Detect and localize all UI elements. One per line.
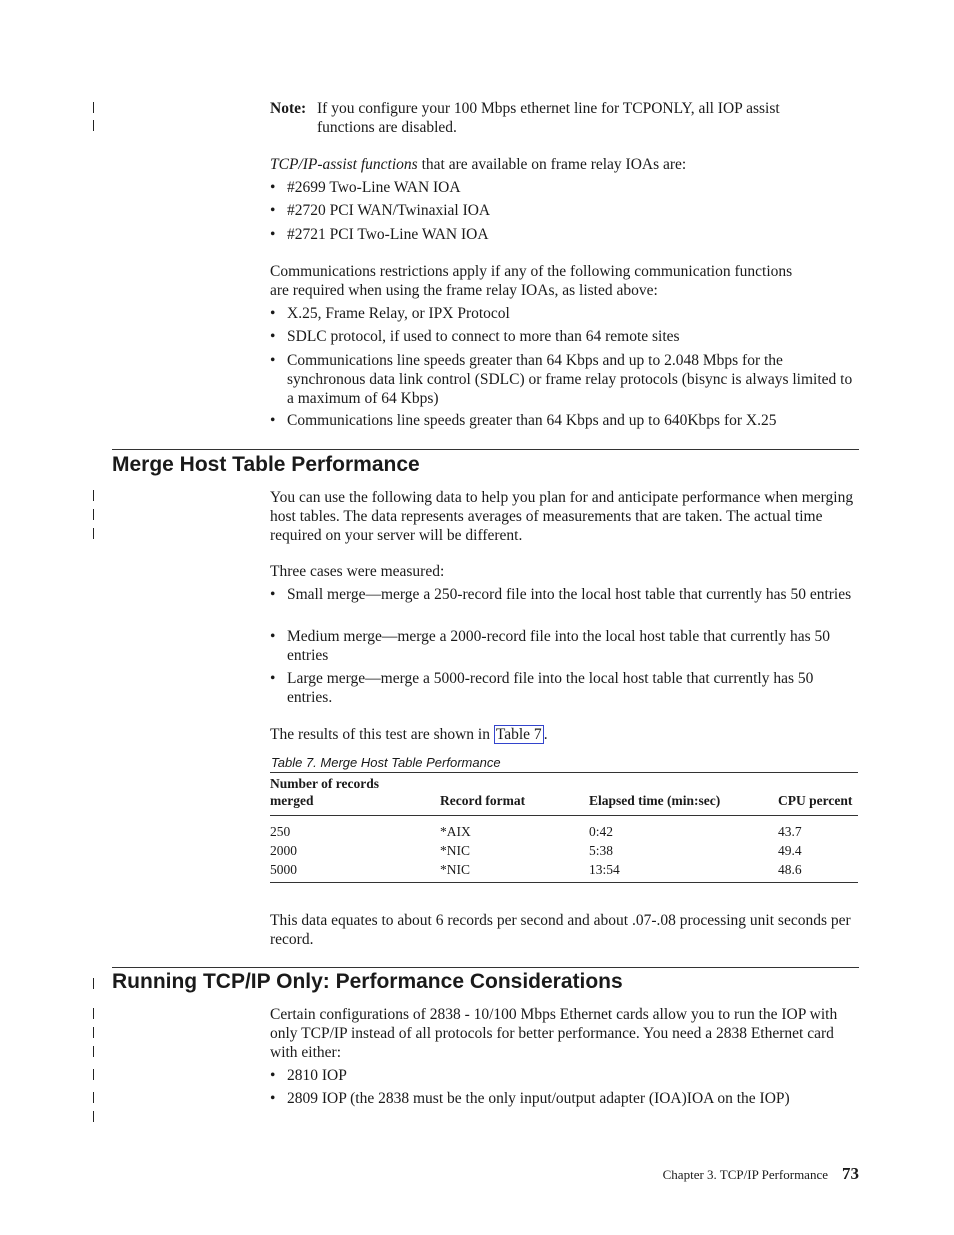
- change-bar: [93, 528, 94, 539]
- table-7-link[interactable]: Table 7: [495, 726, 542, 743]
- cases-intro: Three cases were measured:: [270, 563, 445, 580]
- list-item: • Communications line speeds greater than 64 Kbps and up to 2.048 Mbps for the synchronous data link control (SDLC) or frame relay protocols (bisync is always limited to a maximum of 64 Kbps): [270, 352, 853, 407]
- change-bar: [93, 1008, 94, 1019]
- intro-rest: that are available on frame relay IOAs are:: [417, 156, 687, 173]
- frame-relay-intro: [270, 155, 860, 174]
- note: [270, 99, 860, 137]
- note-label: Note:: [270, 100, 307, 117]
- change-bar: [93, 509, 94, 520]
- list-item: • 2809 IOP (the 2838 must be the only input/output adapter (IOA)IOA on the IOP): [270, 1090, 790, 1107]
- list-item: • Medium merge—merge a 2000-record file into the local host table that currently has 50 entries: [270, 628, 831, 664]
- change-bar: [93, 102, 94, 113]
- list-item: • Small merge—merge a 250-record file into the local host table that currently has 50 entries: [270, 586, 852, 603]
- section-heading-merge: Merge Host Table Performance: [112, 453, 420, 476]
- restrictions-intro: Communications restrictions apply if any of the following communication functions are required when using the frame relay IOAs, as listed above:: [270, 263, 793, 299]
- page-footer: [600, 1164, 859, 1184]
- intro-italic: TCP/IP-assist functions: [270, 156, 418, 173]
- change-bar: [93, 1027, 94, 1038]
- header-format: Record format: [440, 793, 526, 808]
- table-caption: Table 7. Merge Host Table Performance: [271, 755, 501, 770]
- change-bar: [93, 1111, 94, 1122]
- footer-chapter: Chapter 3. TCP/IP Performance: [662, 1167, 828, 1182]
- change-bar: [93, 120, 94, 131]
- section-heading-tcpip: Running TCP/IP Only: Performance Considerations: [112, 970, 623, 993]
- list-item: • #2699 Two-Line WAN IOA: [270, 179, 461, 196]
- note-text-line1: If you configure your 100 Mbps ethernet line for TCPONLY, all IOP assist: [317, 100, 780, 117]
- header-cpu: CPU percent: [778, 793, 853, 808]
- change-bar: [93, 490, 94, 501]
- table-header-row: [270, 773, 858, 816]
- table-row: 2000 *NIC 5:38 49.4: [270, 843, 802, 858]
- tcpip-paragraph: Certain configurations of 2838 - 10/100 Mbps Ethernet cards allow you to run the IOP with only TCP/IP instead of all protocols for better performance. You need a 2838 Ethernet card with either:: [270, 1006, 838, 1061]
- section-rule: [112, 449, 859, 450]
- change-bar: [93, 1092, 94, 1103]
- header-records: Number of records merged: [270, 776, 379, 808]
- table-row: 250 *AIX 0:42 43.7: [270, 824, 802, 839]
- change-bar: [93, 978, 94, 989]
- equates-paragraph: This data equates to about 6 records per second and about .07-.08 processing unit seconds per record.: [270, 912, 851, 948]
- table-row: 5000 *NIC 13:54 48.6: [270, 860, 858, 883]
- change-bar: [93, 1069, 94, 1080]
- header-elapsed: Elapsed time (min:sec): [589, 793, 721, 808]
- merge-performance-table: [270, 773, 858, 883]
- list-item: • Communications line speeds greater than 64 Kbps and up to 640Kbps for X.25: [270, 412, 777, 429]
- change-bar: [93, 1046, 94, 1057]
- list-item: • X.25, Frame Relay, or IPX Protocol: [270, 305, 510, 322]
- merge-paragraph: You can use the following data to help you plan for and anticipate performance when merging host tables. The data represents averages of measurements that are taken. The actual time required on your server will be different.: [270, 489, 854, 544]
- list-item: • #2720 PCI WAN/Twinaxial IOA: [270, 202, 491, 219]
- list-item: • SDLC protocol, if used to connect to more than 64 remote sites: [270, 328, 680, 345]
- list-item: • 2810 IOP: [270, 1067, 347, 1084]
- list-item: • Large merge—merge a 5000-record file into the local host table that currently has 50 entries.: [270, 670, 814, 706]
- results-sentence: The results of this test are shown in Table 7 .: [270, 726, 548, 743]
- note-text-line2: functions are disabled.: [317, 119, 457, 136]
- section-rule: [112, 967, 859, 968]
- page-number: 73: [842, 1164, 859, 1183]
- list-item: • #2721 PCI Two-Line WAN IOA: [270, 226, 489, 243]
